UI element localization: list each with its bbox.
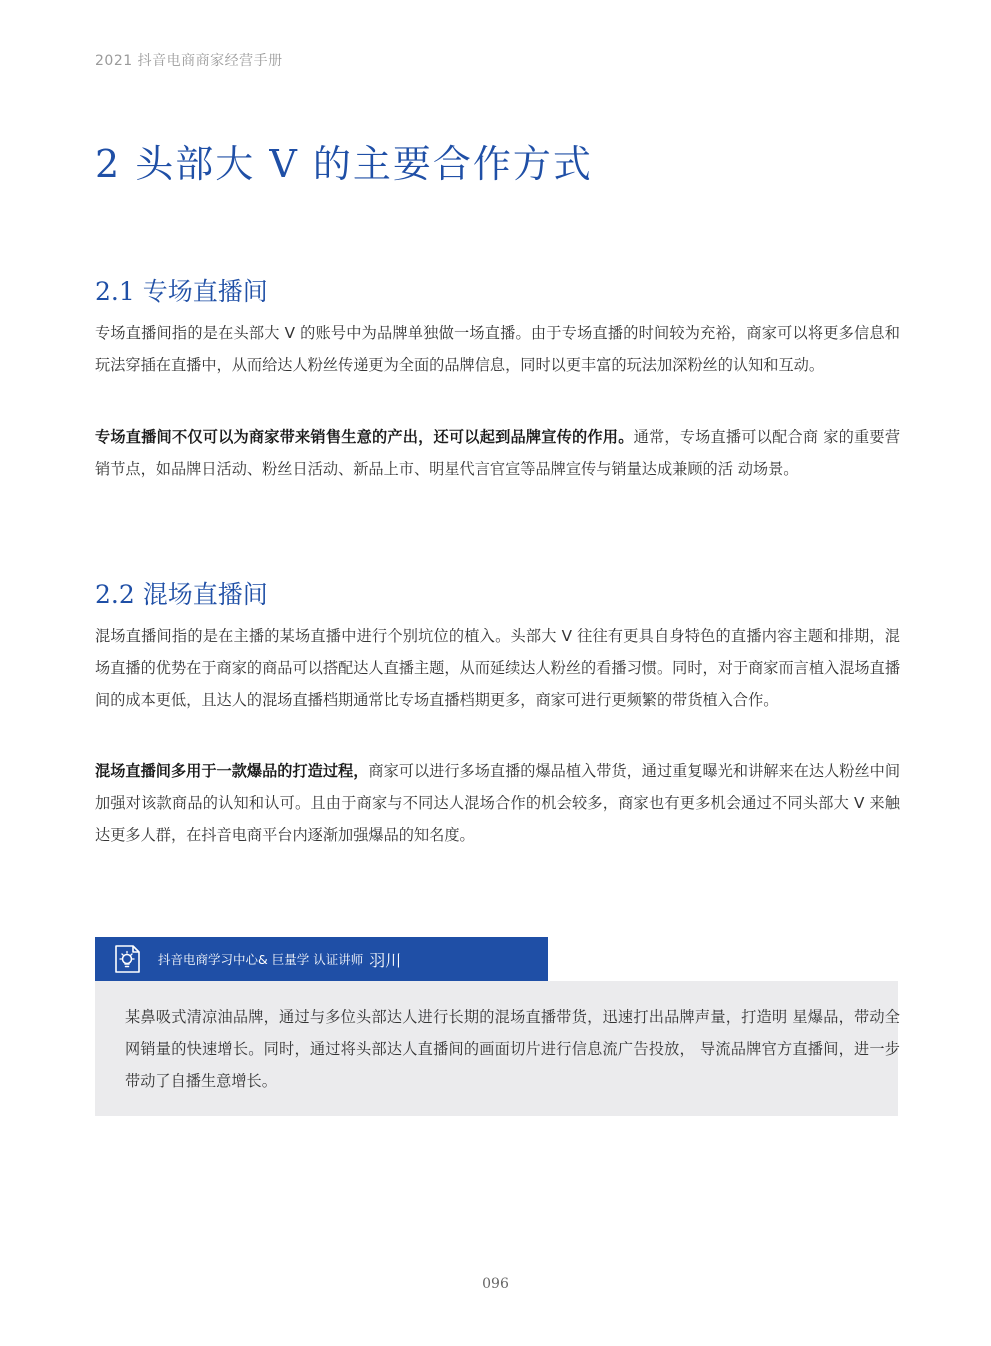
callout-box	[95, 981, 898, 1116]
running-header: 2021 抖音电商商家经营手册	[95, 53, 283, 69]
callout-case-text: 某鼻吸式清凉油品牌，通过与多位头部达人进行长期的混场直播带货，迅速打出品牌声量，打造明 星爆品，带动全网销量的快速增长。同时，通过将头部达人直播间的画面切片进行信息流广告投放， 导流品牌官方直播间，进一步带动了自播生意增长。	[125, 1008, 900, 1090]
section-2-2-paragraph-2-body: 商家可以进行多场直播的爆品植入带货，通过重复曝光和讲解来在达人粉丝中间加强对该款商品的认知和认可。且由于商家与不同达人混场合作的机会较多，商家也有更多机会通过不同头部大 V 来触达更多人群，在抖音电商平台内逐渐加强爆品的知名度。	[95, 762, 901, 844]
section-title-2-1: 2.1 专场直播间	[95, 277, 268, 306]
section-title-2-2: 2.2 混场直播间	[95, 580, 268, 609]
section-2-1-paragraph-2	[95, 421, 900, 485]
section-2-1-paragraph-2-emphasis: 专场直播间不仅可以为商家带来销售生意的产出，还可以起到品牌宣传的作用。	[95, 428, 634, 446]
callout-author-title: 抖音电商学习中心& 巨量学 认证讲师	[158, 952, 364, 967]
chapter-title: 2 头部大 V 的主要合作方式	[95, 142, 593, 186]
section-2-2-paragraph-1: 混场直播间指的是在主播的某场直播中进行个别坑位的植入。头部大 V 往往有更具自身特色的直播内容主题和排期，混场直播的优势在于商家的商品可以搭配达人直播主题，从而延续达人粉丝的看播习惯。同时，对于商家而言植入混场直播间的成本更低，且达人的混场直播档期通常比专场直播档期更多，商家可进行更频繁的带货植入合作。	[95, 627, 900, 709]
page-number: 096	[482, 1276, 509, 1292]
section-2-2-paragraph-2	[95, 755, 900, 851]
section-2-1-paragraph-1: 专场直播间指的是在头部大 V 的账号中为品牌单独做一场直播。由于专场直播的时间较为充裕，商家可以将更多信息和玩法穿插在直播中，从而给达人粉丝传递更为全面的品牌信息，同时以更丰富的玩法加深粉丝的认知和互动。	[95, 324, 900, 374]
section-2-2-paragraph-2-emphasis: 混场直播间多用于一款爆品的打造过程，	[95, 762, 369, 780]
section-2-1-paragraph-2-body: 通常，专场直播可以配合商 家的重要营销节点，如品牌日活动、粉丝日活动、新品上市、明星代言官宣等品牌宣传与销量达成兼顾的活 动场景。	[95, 428, 901, 478]
callout-author-name: 羽川	[369, 950, 402, 970]
lightbulb-icon	[112, 943, 144, 975]
callout-header-bar	[95, 937, 548, 981]
